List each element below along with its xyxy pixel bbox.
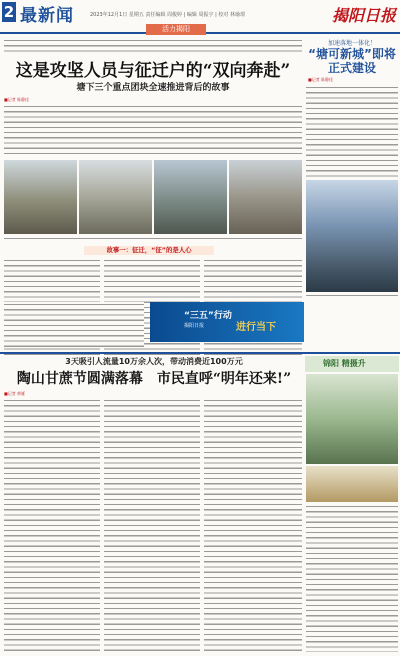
right-byline: ■记者 陈静佳 (308, 77, 334, 82)
story1-lead (4, 38, 302, 52)
story2-col2 (104, 398, 200, 652)
story2-kicker: 3天吸引人流量10万余人次，带动消费近100万元 (65, 357, 243, 366)
section-tag: 活力揭阳 (146, 24, 206, 35)
story2-headline: 陶山甘蔗节圆满落幕 市民直呼“明年还来!” (16, 371, 292, 387)
newspaper-logo: 揭阳日报 (331, 6, 396, 25)
right-headline: “塘可新城”即将正式建设 (308, 47, 396, 75)
banner-sub: 进行当下 (236, 322, 276, 333)
story2-col3 (204, 398, 302, 652)
banner-source: 揭阳日报 (184, 323, 205, 329)
section-title: 最新闻 (20, 6, 74, 26)
right-feature-photo (306, 374, 398, 464)
right-photo (306, 180, 398, 292)
section-divider (0, 352, 400, 354)
page-number: 2 (3, 3, 15, 21)
right-photo-caption (306, 293, 398, 299)
story1-intro-text (4, 104, 302, 158)
story1-photo-strip (4, 160, 302, 234)
story2-byline: ■记者 黄雁 (4, 391, 26, 396)
story1-byline: ■记者 陈静佳 (4, 97, 30, 102)
story1-subhead-1: 故事一：征迁，“征”的是人心 (84, 246, 214, 255)
right-feature-photo-2 (306, 466, 398, 502)
story2-col1 (4, 398, 100, 652)
right-kicker: 加速落地一体化！ (327, 40, 376, 47)
right-feature-banner (305, 356, 399, 372)
photo-1 (4, 160, 77, 234)
photo-caption (4, 236, 302, 242)
story1-subheadline: 塘下三个重点团块全速推进背后的故事 (76, 83, 230, 93)
right-feature-text (306, 504, 398, 652)
page-meta: 2023年12月1日 星期五 责任编辑 周俊婷 | 编辑 周振宇 | 校对 林瑜璟 (90, 12, 245, 18)
photo-2 (79, 160, 152, 234)
banner-title: “三五”行动 (184, 311, 232, 321)
right-feature-label: 锦阳 精摄升 (323, 359, 366, 368)
right-text (306, 85, 398, 181)
photo-4 (229, 160, 302, 234)
photo-3 (154, 160, 227, 234)
story1-headline: 这是攻坚人员与征迁户的“双向奔赴” (15, 61, 291, 81)
story1-col4 (4, 302, 144, 348)
